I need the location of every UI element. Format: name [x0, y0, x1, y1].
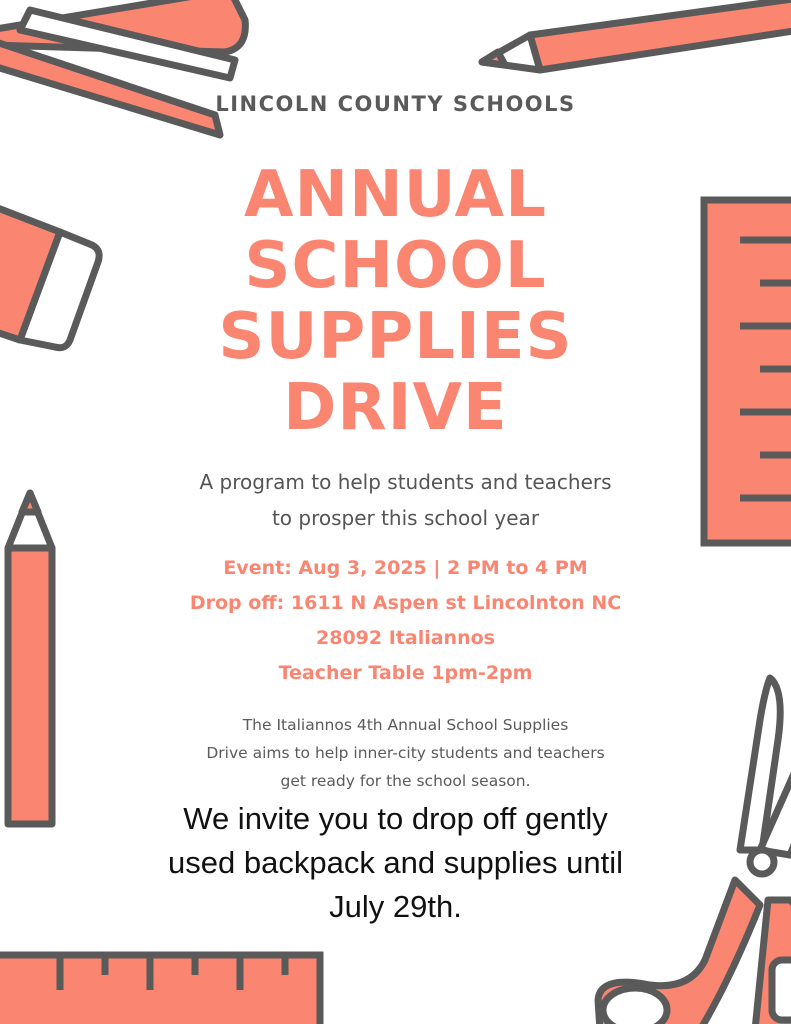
ruler-icon — [0, 955, 320, 1024]
invite-line: We invite you to drop off gently — [183, 801, 608, 836]
invitation — [0, 797, 791, 929]
description-line: The Italiannos 4th Annual School Supplies — [242, 716, 569, 734]
title-line: ANNUAL — [244, 158, 547, 232]
title-line: SUPPLIES — [218, 300, 573, 374]
title-line: SCHOOL — [244, 229, 547, 303]
subtitle — [0, 464, 791, 536]
event-date: Event: Aug 3, 2025 | 2 PM to 4 PM — [223, 557, 588, 579]
page-title — [0, 160, 791, 444]
subtitle-line: to prosper this school year — [271, 506, 540, 530]
description-line: Drive aims to help inner-city students and teachers — [206, 744, 605, 762]
drop-off-address-line-2: 28092 Italiannos — [316, 627, 495, 649]
invite-line: July 29th. — [329, 889, 462, 924]
organization-name: LINCOLN COUNTY SCHOOLS — [215, 92, 576, 116]
subtitle-line: A program to help students and teachers — [199, 470, 612, 494]
pencil-icon — [482, 0, 791, 70]
invite-line: used backpack and supplies until — [168, 845, 623, 880]
description — [0, 711, 791, 795]
teacher-table-time: Teacher Table 1pm-2pm — [278, 662, 533, 684]
description-line: get ready for the school season. — [280, 772, 531, 790]
title-line: DRIVE — [283, 371, 508, 445]
drop-off-address: Drop off: 1611 N Aspen st Lincolnton NC — [189, 592, 622, 614]
event-details — [0, 551, 791, 691]
